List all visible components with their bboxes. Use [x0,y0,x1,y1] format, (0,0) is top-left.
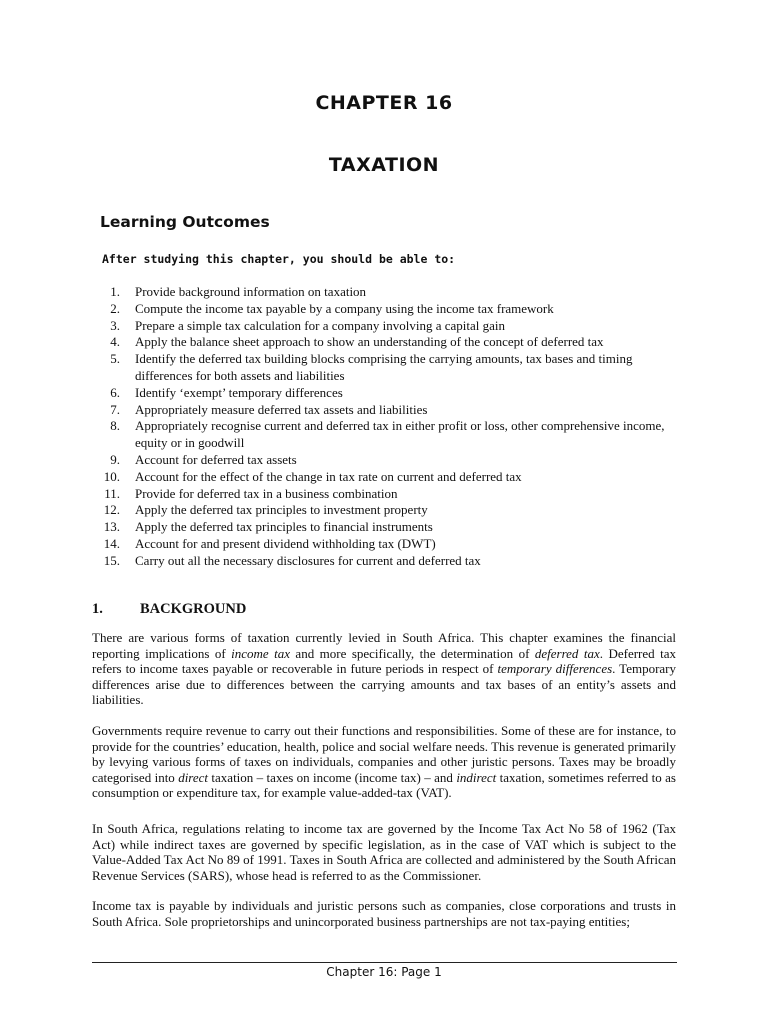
chapter-title: TAXATION [328,154,440,176]
list-item-text: Appropriately measure deferred tax assets and liabilities [135,401,428,417]
list-number: 12. [103,502,120,518]
list-item-text: Account for and present dividend withholding tax (DWT) [135,535,436,551]
list-item-text: Identify ‘exempt’ temporary differences [135,384,343,400]
paragraph-text: . Deferred tax refers to income taxes payable or recoverable in future periods in respect of [92,645,676,677]
list-item-text: Carry out all the necessary disclosures for current and deferred tax [135,552,481,568]
list-number: 5. [110,351,120,367]
list-number: 7. [110,401,120,417]
list-number: 4. [110,334,120,350]
list-item-text: Appropriately recognise current and deferred tax in either profit or loss, other comprehensive income, equity or in goodwill [135,418,665,451]
paragraph-text: Governments require revenue to carry out their functions and responsibilities. Some of these are for instance, to provide for the countries’ education, health, police and social welfare needs. This revenue is generated primarily by levying various forms of taxes on individuals, companies and other juristic persons. Taxes may be broadly categorised into [92,723,676,785]
learning-outcome-item [92,469,682,486]
learning-outcome-item [92,553,682,570]
learning-outcome-item [92,284,682,301]
list-number: 13. [103,519,120,535]
list-number: 11. [104,485,120,501]
list-item-text: Apply the deferred tax principles to financial instruments [135,519,433,535]
learning-outcome-item [92,486,682,503]
paragraph-text: taxation – taxes on income (income tax) – and [208,769,457,785]
list-item-text: Account for the effect of the change in tax rate on current and deferred tax [135,468,522,484]
learning-outcome-item [92,519,682,536]
learning-outcome-item [92,385,682,402]
paragraph-text: Income tax is payable by individuals and juristic persons such as companies, close corporations and trusts in South Africa. Sole proprietorships and unincorporated business partnerships are not tax-paying entities; [92,898,676,929]
learning-outcomes-heading: Learning Outcomes [100,213,270,231]
list-item-text: Apply the deferred tax principles to investment property [135,502,428,518]
list-item-text: Compute the income tax payable by a company using the income tax framework [135,300,554,316]
learning-outcome-item [92,402,682,419]
emphasis-text: income tax [231,645,290,661]
paragraph-text: and more specifically, the determination of [289,645,535,661]
list-number: 3. [110,317,120,333]
learning-outcome-item [92,502,682,519]
list-number: 1. [110,284,120,299]
paragraph-text: In South Africa, regulations relating to income tax are governed by the Income Tax Act No 58 of 1962 (Tax Act) while indirect taxes are governed by specific legislation, as in the case of VAT which is subject to the Value-Added Tax Act No 89 of 1991. Taxes in South Africa are collected and administered by the South African Revenue Services (SARS), whose head is referred to as the Commissioner. [92,821,676,883]
chapter-number: CHAPTER 16 [315,92,453,114]
learning-outcomes-intro: After studying this chapter, you should be able to: [102,252,456,266]
paragraph-1 [92,630,676,708]
list-item-text: Apply the balance sheet approach to show an understanding of the concept of deferred tax [135,334,604,350]
list-item-text: Prepare a simple tax calculation for a company involving a capital gain [135,317,506,333]
learning-outcomes-list [92,284,682,570]
list-number: 9. [110,451,120,467]
learning-outcome-item [92,334,682,351]
learning-outcome-item [92,351,682,385]
list-item-text: Provide for deferred tax in a business combination [135,485,398,501]
list-number: 15. [103,552,120,568]
list-number: 14. [103,535,120,551]
paragraph-3 [92,821,676,883]
emphasis-text: indirect [456,769,497,785]
paragraph-text: There are various forms of taxation currently levied in South Africa. This chapter examines the financial reporting implications of [92,630,676,661]
list-number: 2. [110,300,120,316]
paragraph-2 [92,723,676,801]
paragraph-4 [92,898,676,929]
learning-outcome-item [92,318,682,335]
page-footer: Chapter 16: Page 1 [326,965,442,979]
paragraph-text: . Temporary differences arise due to differences between the carrying amounts and tax bases of an entity’s assets and liabilities. [92,661,677,708]
section-heading [92,601,246,618]
learning-outcome-item [92,418,682,452]
list-number: 8. [110,418,120,434]
list-item-text: Provide background information on taxation [135,284,367,299]
emphasis-text: deferred tax [534,645,600,661]
section-number: 1. [92,601,103,617]
learning-outcome-item [92,301,682,318]
footer-divider [92,962,677,963]
list-number: 6. [110,384,120,400]
learning-outcome-item [92,452,682,469]
emphasis-text: temporary differences [497,661,613,677]
list-item-text: Identify the deferred tax building blocks comprising the carrying amounts, tax bases and timing differences for both assets and liabilities [135,351,633,383]
paragraph-text: taxation, sometimes referred to as consumption or expenditure tax, for example value-added-tax (VAT). [92,769,676,801]
emphasis-text: direct [178,769,209,785]
learning-outcome-item [92,536,682,553]
section-title: BACKGROUND [140,601,247,617]
list-item-text: Account for deferred tax assets [135,451,297,467]
list-number: 10. [103,468,120,484]
